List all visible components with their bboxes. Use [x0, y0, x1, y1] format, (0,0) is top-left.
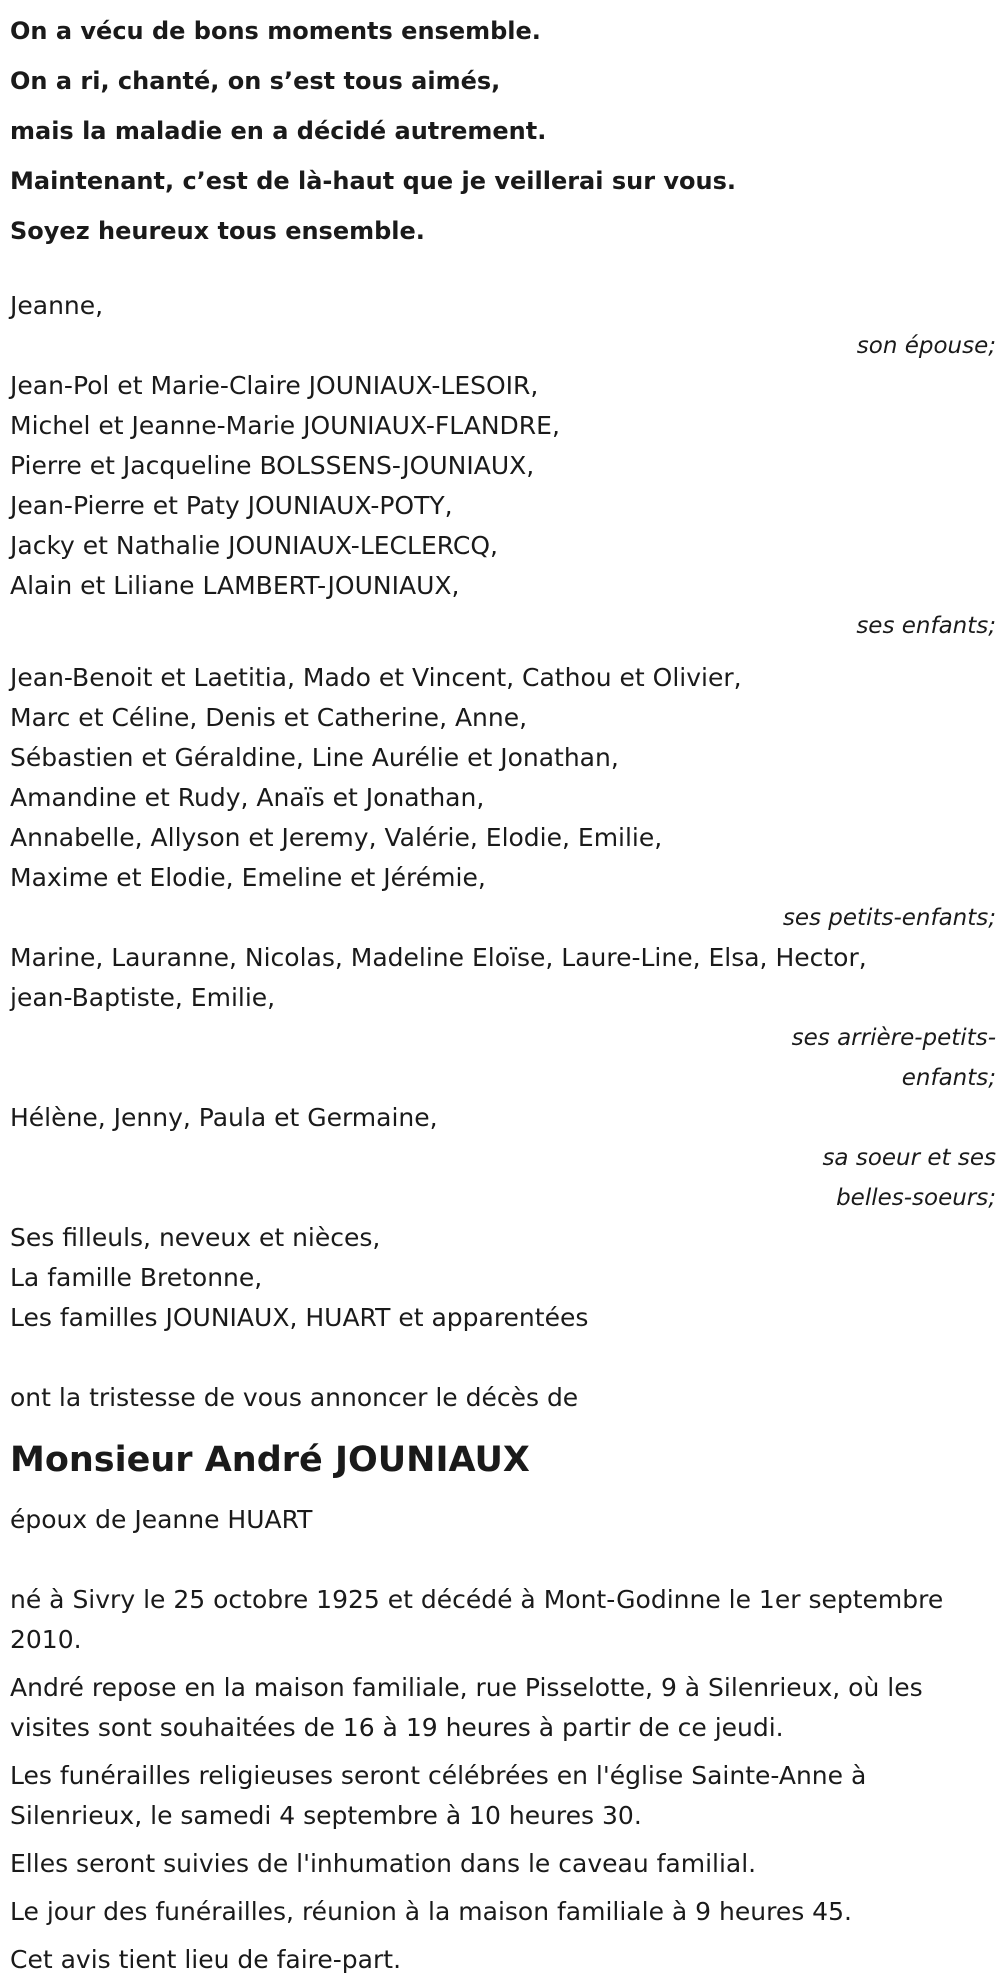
poem-line: On a vécu de bons moments ensemble.: [10, 17, 541, 45]
others-section: [10, 1218, 996, 1338]
deceased-name: Monsieur André JOUNIAUX: [10, 1440, 530, 1480]
great-grandchildren-section: [10, 938, 996, 1098]
poem-line: mais la maladie en a décidé autrement.: [10, 117, 547, 145]
family-line: Marc et Céline, Denis et Catherine, Anne,: [10, 703, 528, 732]
poem-line: On a ri, chanté, on s’est tous aimés,: [10, 67, 501, 95]
sisters-role: sa soeur et ses: [822, 1145, 996, 1171]
obituary-notice: [10, 0, 996, 1988]
family-line: Ses filleuls, neveux et nièces,: [10, 1223, 381, 1252]
detail-paragraph: André repose en la maison familiale, rue Pisselotte, 9 à Silenrieux, où les visites sont souhaitées de 16 à 19 heures à partir de ce jeudi.: [10, 1673, 923, 1742]
children-section: [10, 366, 996, 646]
family-line: Annabelle, Allyson et Jeremy, Valérie, Elodie, Emilie,: [10, 823, 663, 852]
grandchildren-role: ses petits-enfants;: [782, 905, 996, 931]
family-line: La famille Bretonne,: [10, 1263, 263, 1292]
detail-paragraph: Cet avis tient lieu de faire-part.: [10, 1945, 402, 1974]
family-line: Sébastien et Géraldine, Line Aurélie et Jonathan,: [10, 743, 619, 772]
sisters-section: [10, 1098, 996, 1218]
family-line: Maxime et Elodie, Emeline et Jérémie,: [10, 863, 486, 892]
family-line: jean-Baptiste, Emilie,: [10, 983, 276, 1012]
family-line: Alain et Liliane LAMBERT-JOUNIAUX,: [10, 571, 460, 600]
spouse-section: [10, 286, 996, 366]
announcement: ont la tristesse de vous annoncer le décès de: [10, 1383, 579, 1412]
family-line: Jean-Benoit et Laetitia, Mado et Vincent, Cathou et Olivier,: [10, 663, 742, 692]
poem-line: Soyez heureux tous ensemble.: [10, 217, 425, 245]
detail-paragraph: Elles seront suivies de l'inhumation dans le caveau familial.: [10, 1849, 757, 1878]
great-grandchildren-role: enfants;: [901, 1065, 996, 1091]
children-role: ses enfants;: [856, 613, 996, 639]
detail-paragraph: Le jour des funérailles, réunion à la maison familiale à 9 heures 45.: [10, 1897, 852, 1926]
spouse-name: Jeanne,: [10, 291, 104, 320]
family-line: Jacky et Nathalie JOUNIAUX-LECLERCQ,: [10, 531, 498, 560]
grandchildren-section: [10, 658, 996, 938]
family-line: Amandine et Rudy, Anaïs et Jonathan,: [10, 783, 485, 812]
family-line: Hélène, Jenny, Paula et Germaine,: [10, 1103, 438, 1132]
spouse-role: son épouse;: [856, 333, 996, 359]
family-line: Jean-Pierre et Paty JOUNIAUX-POTY,: [10, 491, 453, 520]
family-line: Pierre et Jacqueline BOLSSENS-JOUNIAUX,: [10, 451, 535, 480]
detail-paragraph: né à Sivry le 25 octobre 1925 et décédé à Mont-Godinne le 1er septembre 2010.: [10, 1585, 944, 1654]
details-section: [10, 1580, 996, 1980]
sisters-role: belles-soeurs;: [836, 1185, 996, 1211]
family-line: Michel et Jeanne-Marie JOUNIAUX-FLANDRE,: [10, 411, 560, 440]
family-line: Jean-Pol et Marie-Claire JOUNIAUX-LESOIR,: [10, 371, 539, 400]
family-line: Marine, Lauranne, Nicolas, Madeline Eloïse, Laure-Line, Elsa, Hector,: [10, 943, 867, 972]
family-line: Les familles JOUNIAUX, HUART et apparentées: [10, 1303, 589, 1332]
poem-line: Maintenant, c’est de là-haut que je veillerai sur vous.: [10, 167, 737, 195]
detail-paragraph: Les funérailles religieuses seront célébrées en l'église Sainte-Anne à Silenrieux, le samedi 4 septembre à 10 heures 30.: [10, 1761, 867, 1830]
deceased-spouse-line: époux de Jeanne HUART: [10, 1505, 313, 1534]
great-grandchildren-role: ses arrière-petits-: [791, 1025, 996, 1051]
poem: [10, 6, 996, 256]
